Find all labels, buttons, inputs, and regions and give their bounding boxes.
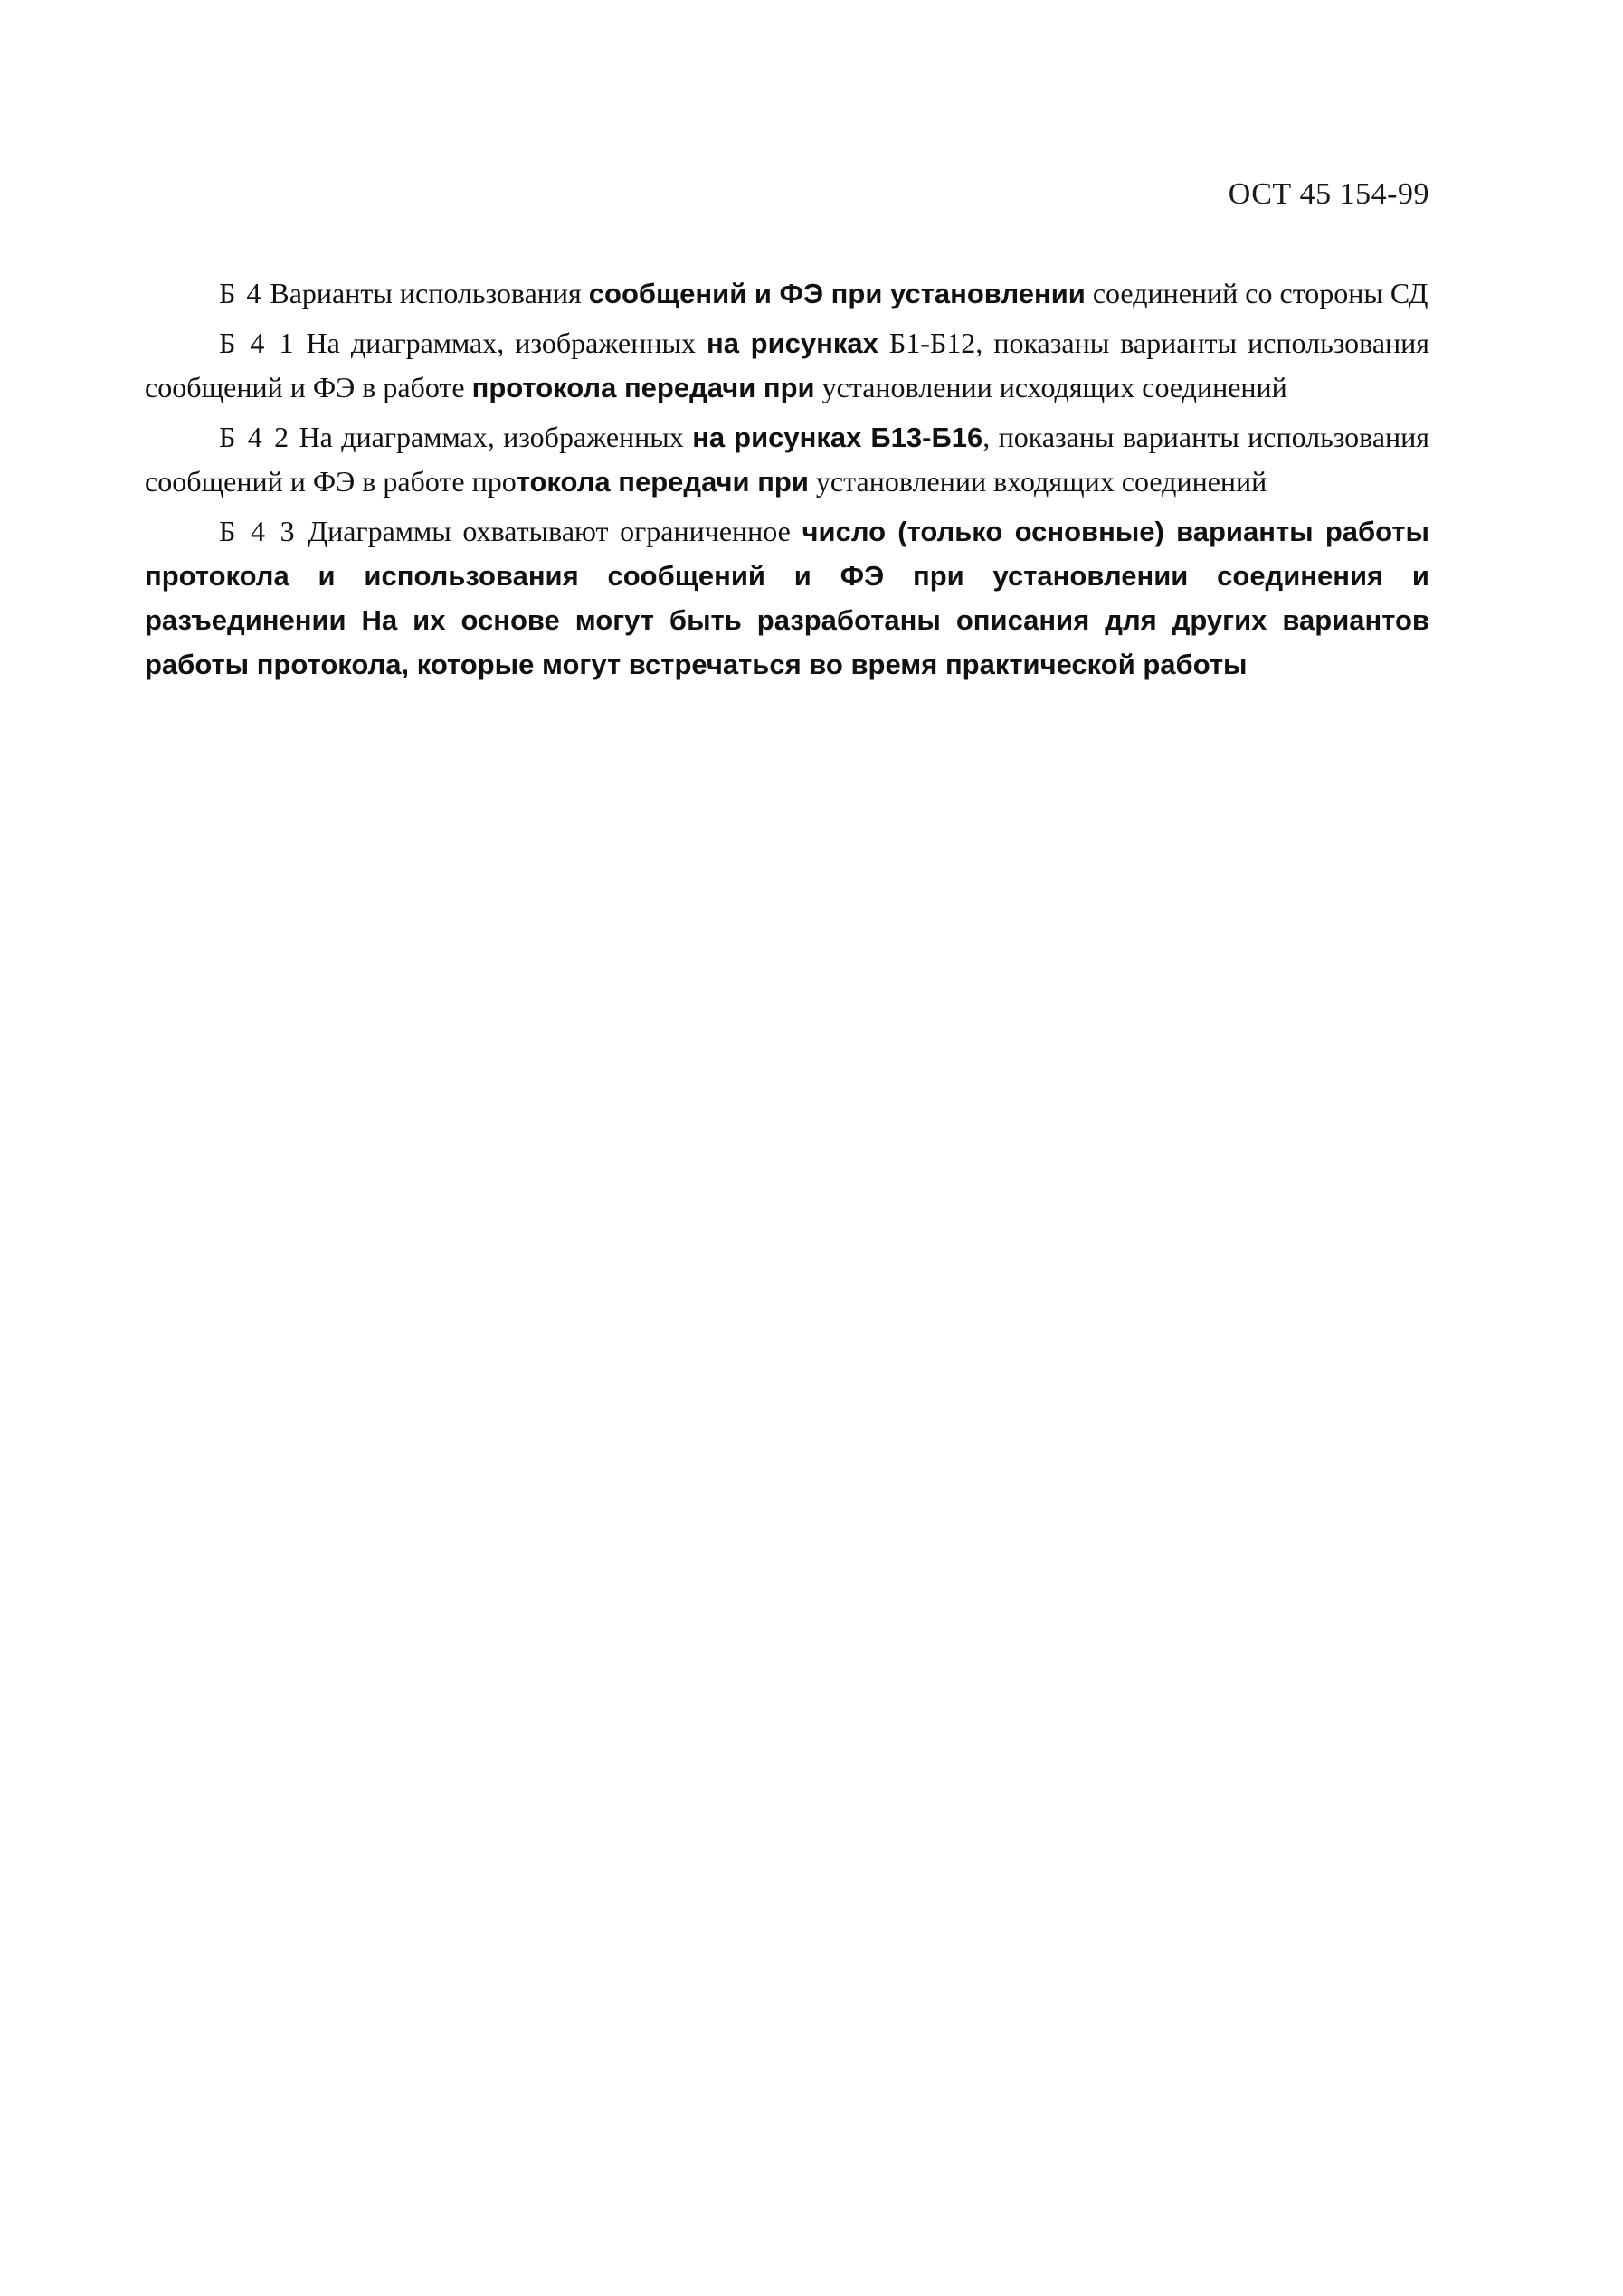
paragraph-text: На диаграммах, изображенных [295,327,707,359]
paragraph-b42 [145,415,1429,504]
heading-text: соединений со стороны СД [1085,277,1428,309]
paragraph-text-bold: число (только основные) варианты работы протокола и использования сообщений и ФЭ при установлении соединения и разъединении На их основе могут быть разработаны описания для других вариантов работы протокола, которые могут встречаться во время практической работы [145,516,1430,680]
section-number: Б 4 3 [219,515,297,547]
document-code: ОСТ 45 154-99 [1228,177,1429,211]
paragraph-text: установлении исходящих соединений [814,371,1287,403]
heading-text-bold: сообщений и ФЭ при установлении [588,278,1086,309]
paragraph-text-bold: на рисунках [707,327,878,359]
paragraph-text: установлении входящих соединений [808,465,1267,498]
section-number: Б 4 1 [219,327,296,359]
section-number: Б 4 2 [219,421,291,453]
paragraph-text-bold: на рисунках Б13-Б16 [692,422,983,453]
paragraph-text: , показаны варианты использования сообщений и ФЭ в работе про [145,421,1430,498]
paragraph-b41 [145,321,1429,410]
paragraph-text: Диаграммы охватывают ограниченное [296,515,802,547]
heading-text: Варианты использования [270,277,589,309]
paragraph-b43 [145,509,1429,687]
section-b4-heading [219,271,1429,316]
paragraph-text-bold: протокола передачи при [471,372,815,403]
document-body [145,271,1429,692]
paragraph-text: На диаграммах, изображенных [290,421,693,453]
paragraph-text-bold: токола передачи при [516,466,809,498]
section-number: Б 4 [219,277,263,309]
paragraph-text: Б1-Б12, показаны варианты использования сообщений и ФЭ в работе [145,327,1430,403]
